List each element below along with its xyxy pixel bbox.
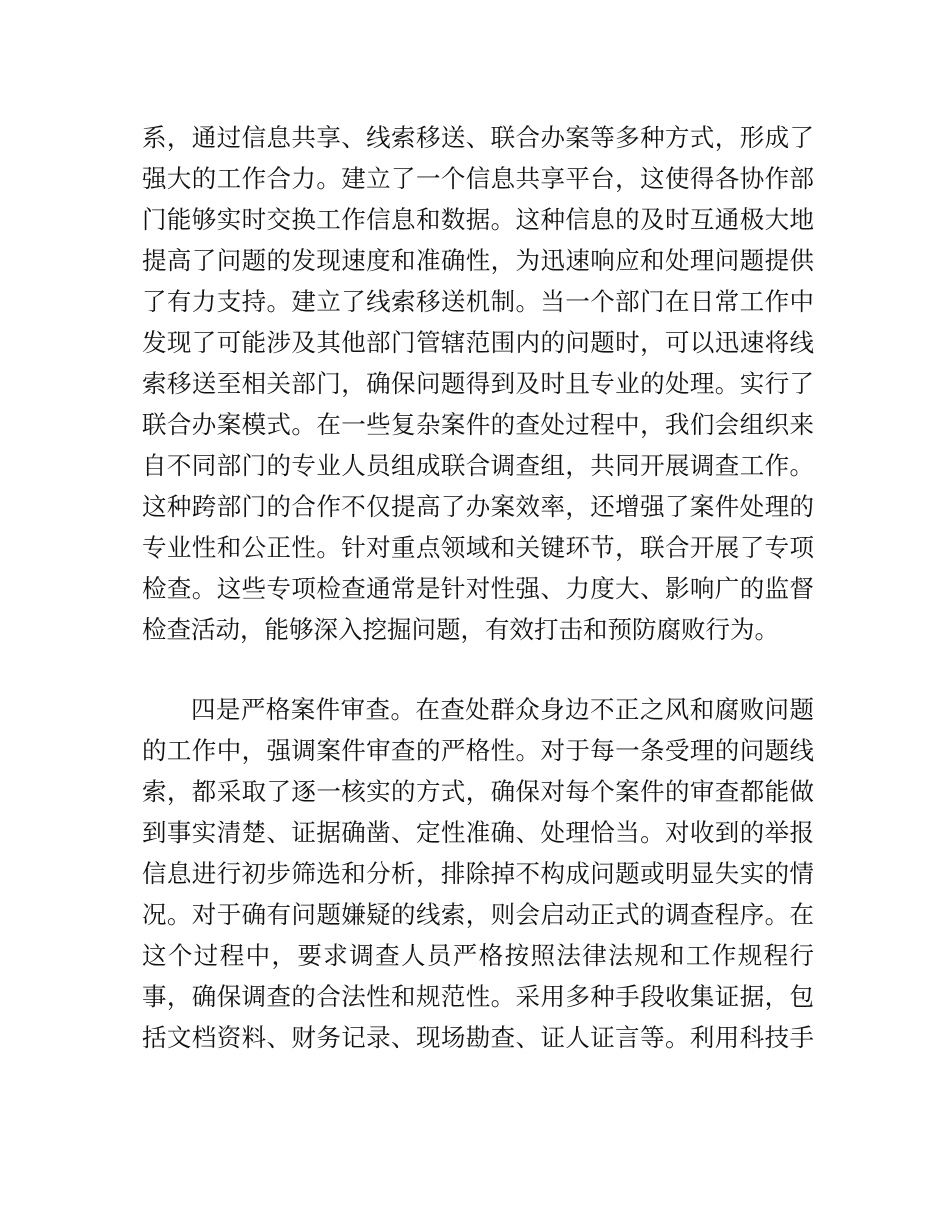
text-line: 强大的工作合力。建立了一个信息共享平台，这使得各协作部: [142, 164, 814, 193]
text-line: 括文档资料、财务记录、现场勘查、证人证言等。利用科技手: [142, 1023, 814, 1052]
text-line: 这个过程中，要求调查人员严格按照法律法规和工作规程行: [142, 941, 814, 970]
paragraph-2: [142, 689, 814, 1058]
text-line: 到事实清楚、证据确凿、定性准确、处理恰当。对收到的举报: [142, 818, 814, 847]
text-line: 索移送至相关部门，确保问题得到及时且专业的处理。实行了: [142, 369, 814, 398]
paragraph-1: [142, 117, 814, 650]
text-line: 联合办案模式。在一些复杂案件的查处过程中，我们会组织来: [142, 410, 814, 439]
text-line: 提高了问题的发现速度和准确性，为迅速响应和处理问题提供: [142, 246, 814, 275]
text-line: 四是严格案件审查。在查处群众身边不正之风和腐败问题: [191, 695, 814, 724]
text-line: 检查活动，能够深入挖掘问题，有效打击和预防腐败行为。: [142, 615, 779, 644]
text-line: 检查。这些专项检查通常是针对性强、力度大、影响广的监督: [142, 574, 814, 603]
text-line: 的工作中，强调案件审查的严格性。对于每一条受理的问题线: [142, 736, 814, 765]
text-line: 自不同部门的专业人员组成联合调查组，共同开展调查工作。: [142, 451, 814, 480]
text-line: 门能够实时交换工作信息和数据。这种信息的及时互通极大地: [142, 205, 814, 234]
text-line: 专业性和公正性。针对重点领域和关键环节，联合开展了专项: [142, 533, 814, 562]
text-line: 系，通过信息共享、线索移送、联合办案等多种方式，形成了: [142, 123, 814, 152]
text-line: 况。对于确有问题嫌疑的线索，则会启动正式的调查程序。在: [142, 900, 814, 929]
text-line: 了有力支持。建立了线索移送机制。当一个部门在日常工作中: [142, 287, 814, 316]
text-line: 发现了可能涉及其他部门管辖范围内的问题时，可以迅速将线: [142, 328, 814, 357]
text-line: 索，都采取了逐一核实的方式，确保对每个案件的审查都能做: [142, 777, 814, 806]
text-line: 事，确保调查的合法性和规范性。采用多种手段收集证据，包: [142, 982, 814, 1011]
text-line: 这种跨部门的合作不仅提高了办案效率，还增强了案件处理的: [142, 492, 814, 521]
text-line: 信息进行初步筛选和分析，排除掉不构成问题或明显失实的情: [142, 859, 814, 888]
